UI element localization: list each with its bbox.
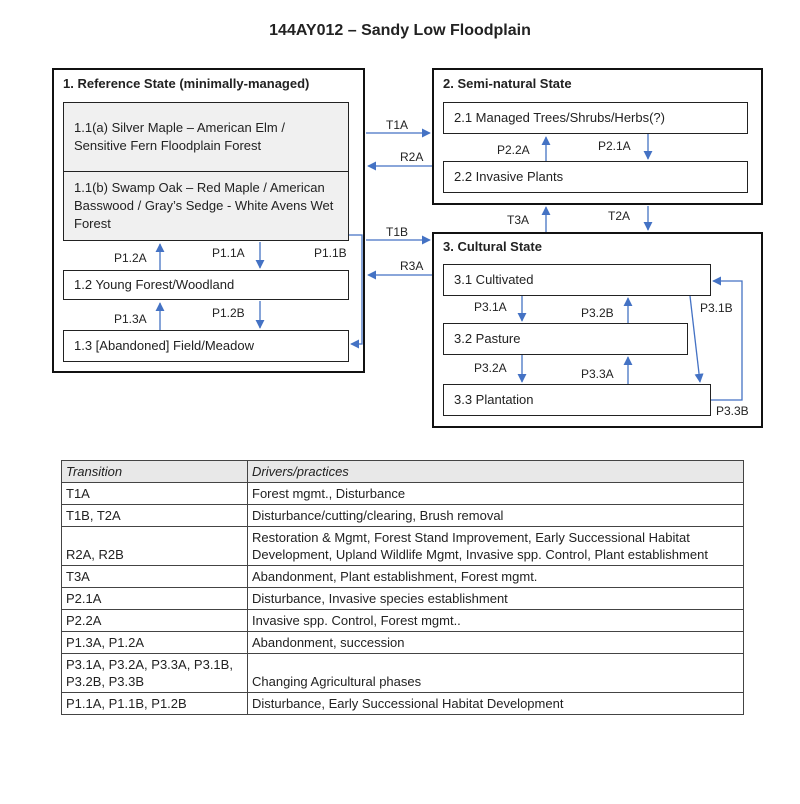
- reference-state-title: 1. Reference State (minimally-managed): [63, 76, 310, 91]
- table-cell-transition: P1.1A, P1.1B, P1.2B: [62, 693, 248, 715]
- table-cell-drivers: Invasive spp. Control, Forest mgmt..: [248, 610, 744, 632]
- label-p1-1b: P1.1B: [314, 246, 347, 260]
- label-r2a: R2A: [400, 150, 424, 164]
- arrow-p1-1b: [349, 235, 362, 344]
- table-cell-drivers: Changing Agricultural phases: [248, 654, 744, 693]
- label-p3-3a: P3.3A: [581, 367, 614, 381]
- transitions-table: [61, 460, 744, 715]
- label-p1-2a: P1.2A: [114, 251, 147, 265]
- table-row: [62, 588, 744, 610]
- table-cell-transition: P2.1A: [62, 588, 248, 610]
- label-t1b: T1B: [386, 225, 409, 239]
- table-cell-drivers: Disturbance, Early Successional Habitat Development: [248, 693, 744, 715]
- table-cell-transition: T1A: [62, 483, 248, 505]
- state-3-3-box: 3.3 Plantation: [443, 384, 711, 416]
- table-row: [62, 610, 744, 632]
- table-header-drivers: Drivers/practices: [248, 461, 744, 483]
- table-cell-transition: P1.3A, P1.2A: [62, 632, 248, 654]
- label-p1-3a: P1.3A: [114, 312, 147, 326]
- table-cell-drivers: Disturbance/cutting/clearing, Brush removal: [248, 505, 744, 527]
- state-1-2-box: 1.2 Young Forest/Woodland: [63, 270, 349, 300]
- label-p1-2b: P1.2B: [212, 306, 245, 320]
- state-3-2-box: 3.2 Pasture: [443, 323, 688, 355]
- table-cell-transition: T1B, T2A: [62, 505, 248, 527]
- state-3-1-box: 3.1 Cultivated: [443, 264, 711, 296]
- table-header-transition: Transition: [62, 461, 248, 483]
- state-1-3-box: 1.3 [Abandoned] Field/Meadow: [63, 330, 349, 362]
- arrow-p3-3b: [711, 281, 742, 400]
- state-1-1b-box: 1.1(b) Swamp Oak – Red Maple / American Basswood / Gray’s Sedge - White Avens Wet Forest: [63, 171, 349, 241]
- page-title: 144AY012 – Sandy Low Floodplain: [269, 22, 531, 39]
- table-row: [62, 566, 744, 588]
- table-row: [62, 527, 744, 566]
- arrow-p3-1b: [690, 296, 700, 382]
- label-t1a: T1A: [386, 118, 409, 132]
- table-cell-transition: T3A: [62, 566, 248, 588]
- table-cell-drivers: Disturbance, Invasive species establishment: [248, 588, 744, 610]
- label-p2-2a: P2.2A: [497, 143, 530, 157]
- label-p3-1a: P3.1A: [474, 300, 507, 314]
- table-cell-drivers: Forest mgmt., Disturbance: [248, 483, 744, 505]
- table-row: [62, 654, 744, 693]
- state-2-2-box: 2.2 Invasive Plants: [443, 161, 748, 193]
- label-p3-1b: P3.1B: [700, 301, 733, 315]
- table-cell-drivers: Abandonment, Plant establishment, Forest mgmt.: [248, 566, 744, 588]
- label-p2-1a: P2.1A: [598, 139, 631, 153]
- label-t3a: T3A: [507, 213, 530, 227]
- table-header-row: [62, 461, 744, 483]
- label-t2a: T2A: [608, 209, 631, 223]
- table-row: [62, 505, 744, 527]
- table-row: [62, 693, 744, 715]
- table-cell-drivers: Restoration & Mgmt, Forest Stand Improvement, Early Successional Habitat Development, Upland Wildlife Mgmt, Invasive spp. Control, Plant establishment: [248, 527, 744, 566]
- seminatural-state-title: 2. Semi-natural State: [443, 76, 572, 91]
- state-2-1-box: 2.1 Managed Trees/Shrubs/Herbs(?): [443, 102, 748, 134]
- label-p3-3b: P3.3B: [716, 404, 749, 418]
- state-1-1a-box: 1.1(a) Silver Maple – American Elm / Sensitive Fern Floodplain Forest: [63, 102, 349, 172]
- table-row: [62, 483, 744, 505]
- cultural-state-title: 3. Cultural State: [443, 239, 542, 254]
- table-cell-transition: R2A, R2B: [62, 527, 248, 566]
- table-row: [62, 632, 744, 654]
- label-r3a: R3A: [400, 259, 424, 273]
- label-p3-2b: P3.2B: [581, 306, 614, 320]
- table-cell-drivers: Abandonment, succession: [248, 632, 744, 654]
- table-cell-transition: P3.1A, P3.2A, P3.3A, P3.1B, P3.2B, P3.3B: [62, 654, 248, 693]
- label-p1-1a: P1.1A: [212, 246, 245, 260]
- label-p3-2a: P3.2A: [474, 361, 507, 375]
- table-cell-transition: P2.2A: [62, 610, 248, 632]
